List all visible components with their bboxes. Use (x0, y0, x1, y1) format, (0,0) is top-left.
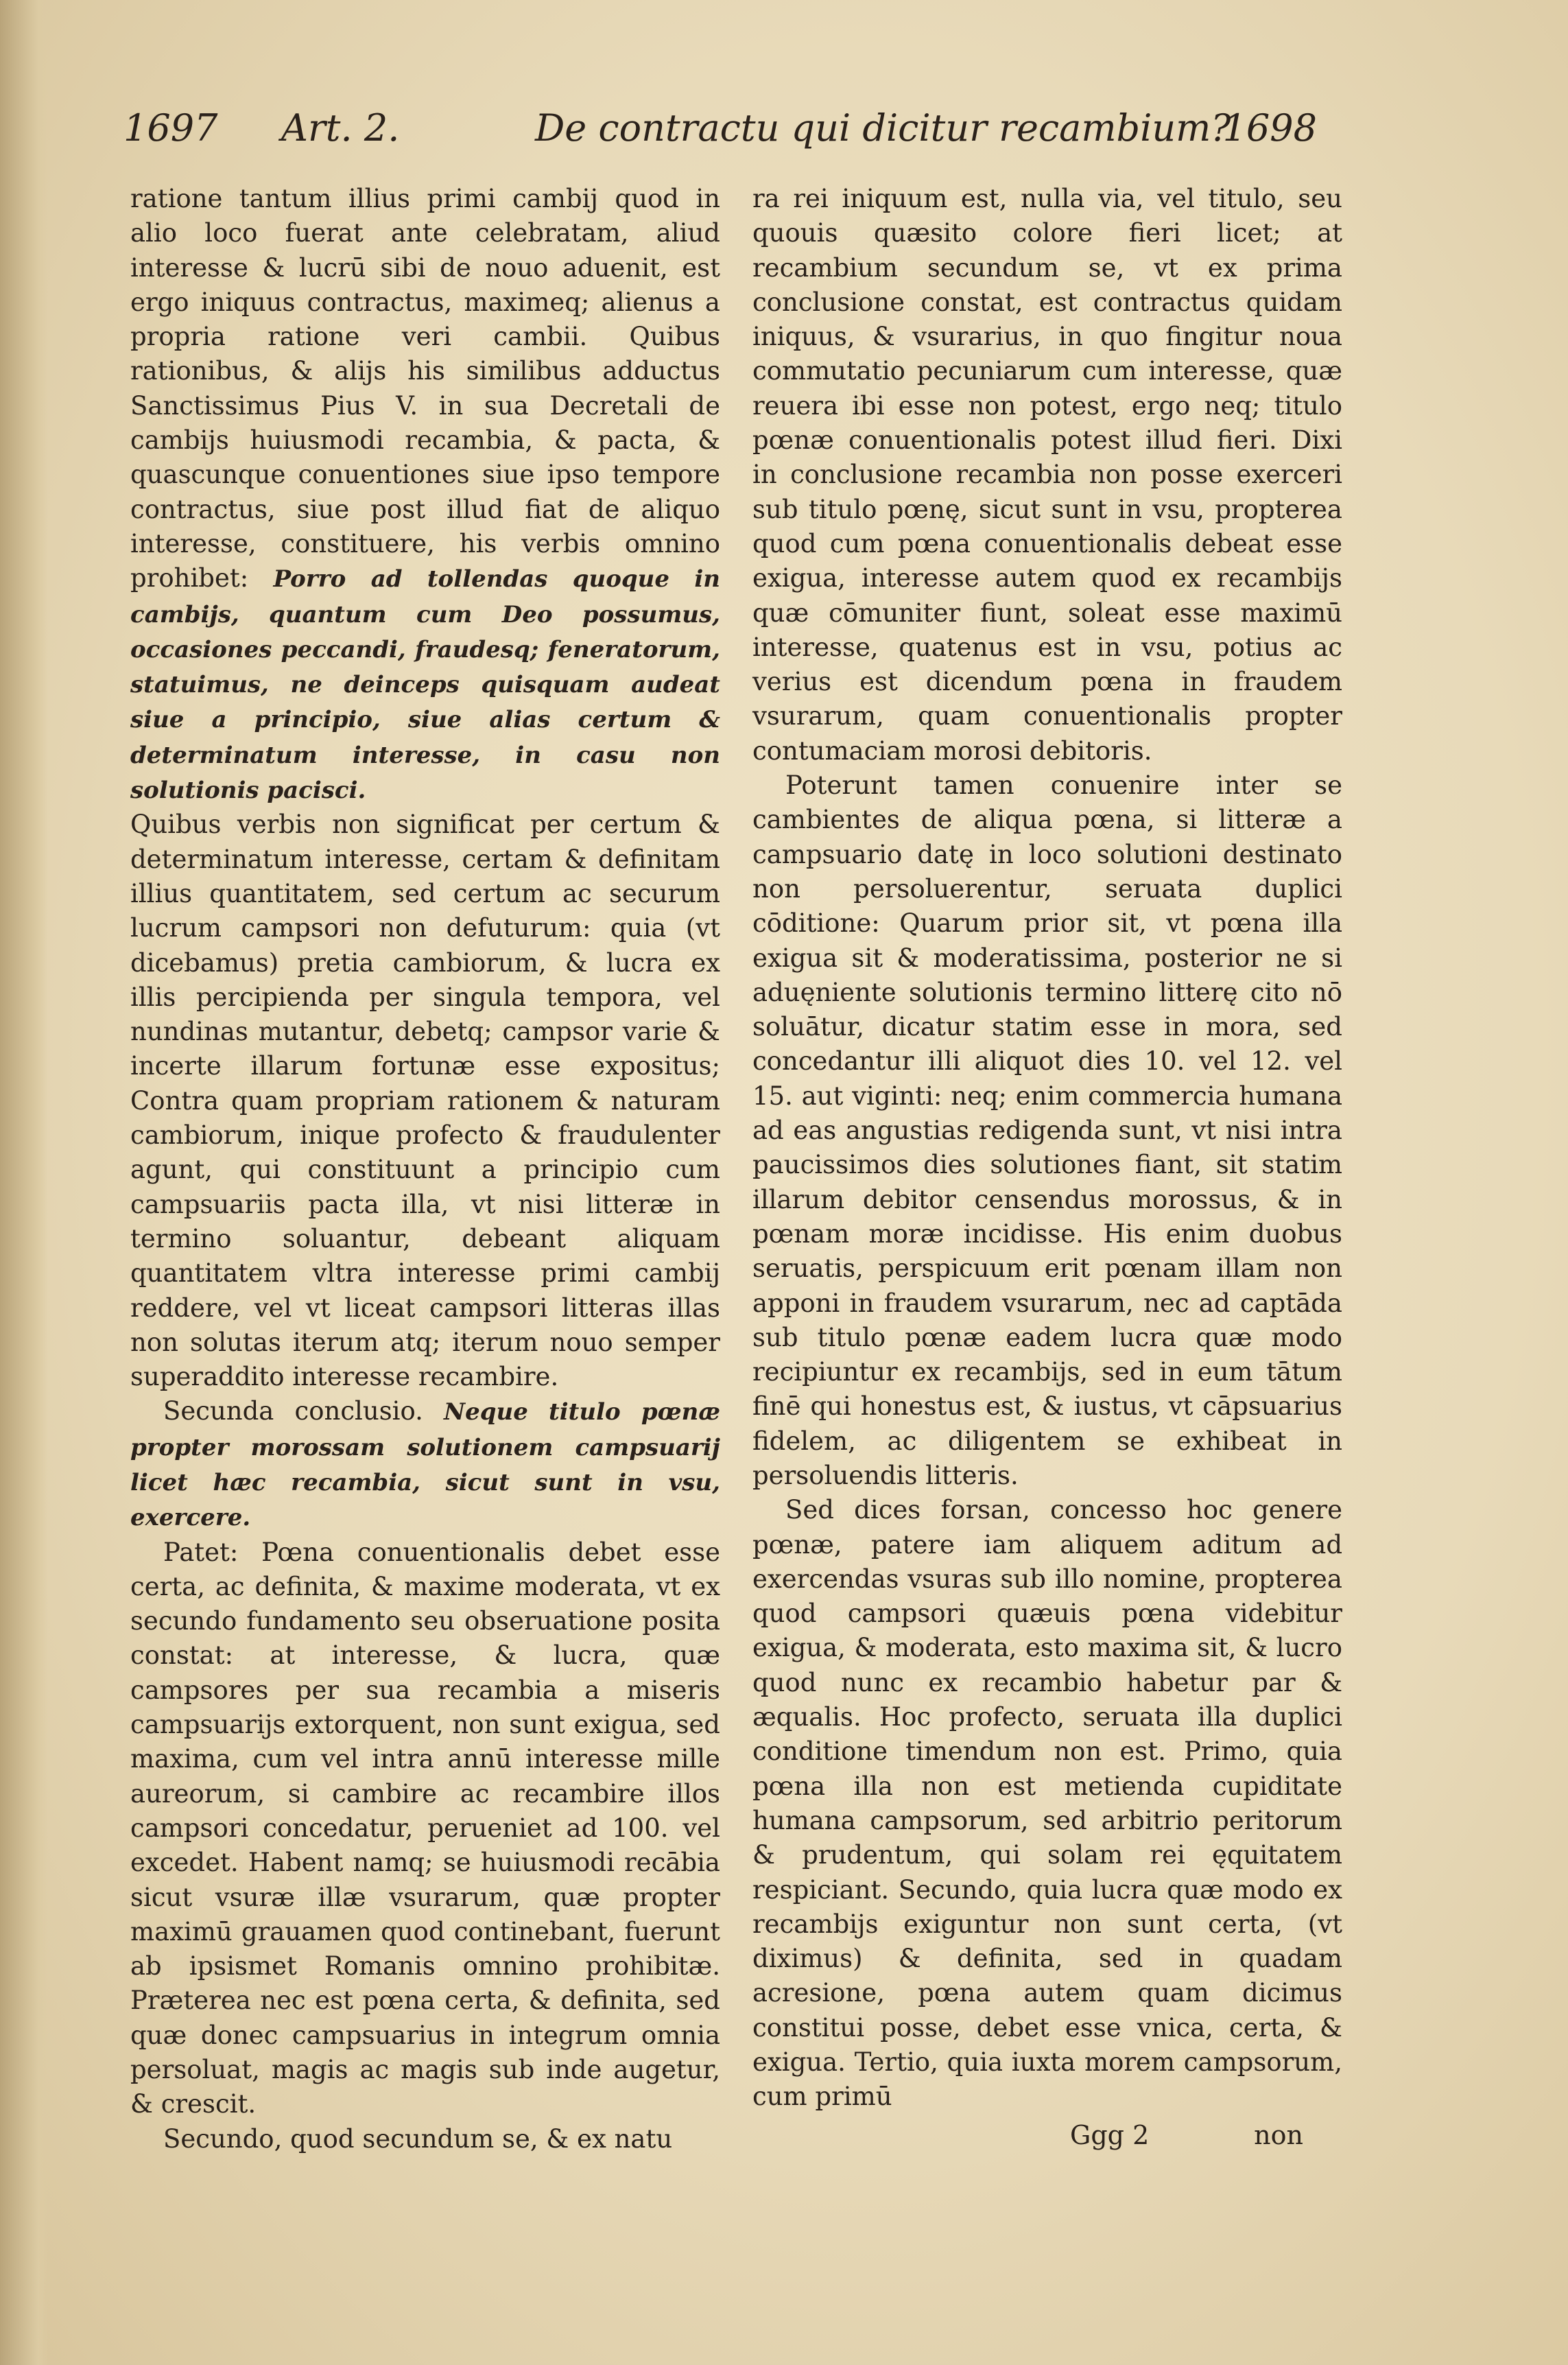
catchword: non (1254, 2120, 1303, 2150)
running-header (123, 106, 1317, 161)
paragraph: Secundo, quod secundum se, & ex natu (163, 2123, 673, 2154)
paragraph: Poterunt tamen conuenire inter se cambientes de aliqua pœna, si litteræ a campsuario datę in loco solutioni destinato non persoluerentur, seruata duplici cōditione: Quarum prior sit, vt pœna illa exigua sit & moderatissima, posterior ne si aduęniente solutionis termino litterę cito nō soluātur, dicatur statim esse in mora, sed concedantur illi aliquot dies 10. vel 12. vel 15. aut viginti: neq; enim commercia humana ad eas angustias redigenda sunt, vt nisi intra paucissimos dies solutiones fiant, sit statim illarum debitor censendus morossus, & in pœnam moræ incidisse. His enim duobus seruatis, perspicuum erit pœnam illam non apponi in fraudem vsurarum, nec ad captāda sub titulo pœnæ eadem lucra quæ modo recipiuntur ex recambijs, sed in eum tātum finē qui honestus est, & iustus, vt cāpsuarius fidelem, ac diligentem se exhibeat in persoluendis litteris. (752, 770, 1342, 1490)
decretal-quote: Porro ad tollendas quoque in cambijs, quantum cum Deo possumus, occasiones peccandi, fraudesq; feneratorum, statuimus, ne deinceps quisquam audeat siue a principio, siue alias certum & determinatum interesse, in casu non solutionis pacisci. (130, 565, 720, 805)
conclusion-paragraph (130, 1394, 720, 1535)
paragraph: Quibus verbis non significat per certum & determinatum interesse, certam & definitam illius quantitatem, sed certum ac securum lucrum campsori non defuturum: quia (vt dicebamus) pretia cambiorum, & lucra ex illis percipienda per singula tempora, vel nundinas mutantur, debetq; campsor varie & incerte illarum fortunæ esse expositus; Contra quam propriam rationem & naturam cambiorum, inique profecto & fraudulenter agunt, qui constituunt a principio cum campsuariis pacta illa, vt nisi litteræ in termino soluantur, debeant aliquam quantitatem vltra interesse primi cambij reddere, vel vt liceat campsori litteras illas non solutas iterum atq; iterum nouo semper superaddito interesse recambire. (130, 810, 720, 1392)
page-gutter-shadow (0, 0, 48, 2365)
paragraph: Sed dices forsan, concesso hoc genere pœnæ, patere iam aliquem aditum ad exercendas vsuras sub illo nomine, propterea quod campsori quæuis pœna videbitur exigua, & moderata, esto maxima sit, & lucro quod nunc ex recambio habetur par & æqualis. Hoc profecto, seruata illa duplici conditione timendum non est. Primo, quia pœna illa non est metienda cupiditate humana campsorum, sed arbitrio peritorum & prudentum, qui solam rei ęquitatem respiciant. Secundo, quia lucra quæ modo ex recambijs exiguntur non sunt certa, (vt diximus) & definita, sed in quadam acresione, pœna autem quam dicimus constitui posse, debet esse vnica, certa, & exigua. Tertio, quia iuxta morem campsorum, cum primū (752, 1495, 1342, 2112)
paragraph-text: ratione tantum illius primi cambij quod in alio loco fuerat ante celebratam, aliud interesse & lucrū sibi de nouo aduenit, est ergo iniquus contractus, maximeq; alienus a propria ratione veri cambii. Quibus rationibus, & alijs his similibus adductus Sanctissimus Pius V. in sua Decretali de cambijs huiusmodi recambia, & pacta, & quascunque conuentiones siue ipso tempore contractus, siue post illud fiat de aliquo interesse, constituere, his verbis omnino prohibet: (130, 184, 720, 593)
running-title: De contractu qui dicitur recambium? (535, 106, 1231, 150)
signature-mark: Ggg 2 (1070, 2120, 1150, 2150)
paragraph: ra rei iniquum est, nulla via, vel titulo, seu quouis quæsito colore fieri licet; at recambium secundum se, vt ex prima conclusione constat, est contractus quidam iniquus, & vsurarius, in quo fingitur noua commutatio pecuniarum cum interesse, quæ reuera ibi esse non potest, ergo neq; titulo pœnæ conuentionalis potest illud fieri. Dixi in conclusione recambia non posse exerceri sub titulo pœnę, sicut sunt in vsu, propterea quod cum pœna conuentionalis debeat esse exigua, interesse autem quod ex recambijs quæ cōmuniter fiunt, soleat esse maximū interesse, quatenus est in vsu, potius ac verius est dicendum pœna in fraudem vsurarum, quam conuentionalis propter contumaciam morosi debitoris. (752, 184, 1342, 766)
left-column (130, 182, 720, 2156)
page-footer (1070, 2120, 1303, 2161)
article-label: Art. 2. (281, 106, 400, 150)
paragraph: Patet: Pœna conuentionalis debet esse certa, ac definita, & maxime moderata, vt ex secundo fundamento seu obseruatione posita constat: at interesse, & lucra, quæ campsores per sua recambia a miseris campsuarijs extorquent, non sunt exigua, sed maxima, cum vel intra annū interesse mille aureorum, si cambire ac recambire illos campsori concedatur, perueniet ad 100. vel excedet. Habent namq; se huiusmodi recābia sicut vsuræ illæ vsurarum, quæ propter maximū grauamen quod continebant, fuerunt ab ipsismet Romanis omnino prohibitæ. Præterea nec est pœna certa, & definita, sed quæ donec campsuarius in integrum omnia persoluat, magis ac magis sub inde augetur, & crescit. (130, 1537, 720, 2119)
paragraph (130, 182, 720, 808)
page-number-right: 1698 (1222, 106, 1317, 150)
conclusion-label: Secunda conclusio. (163, 1396, 444, 1426)
page-number-left: 1697 (123, 106, 218, 150)
conclusion-statement: Neque titulo pœnæ propter morossam solutionem campsuarij licet hæc recambia, sicut sunt in vsu, exercere. (130, 1398, 721, 1532)
right-column (752, 182, 1342, 2115)
